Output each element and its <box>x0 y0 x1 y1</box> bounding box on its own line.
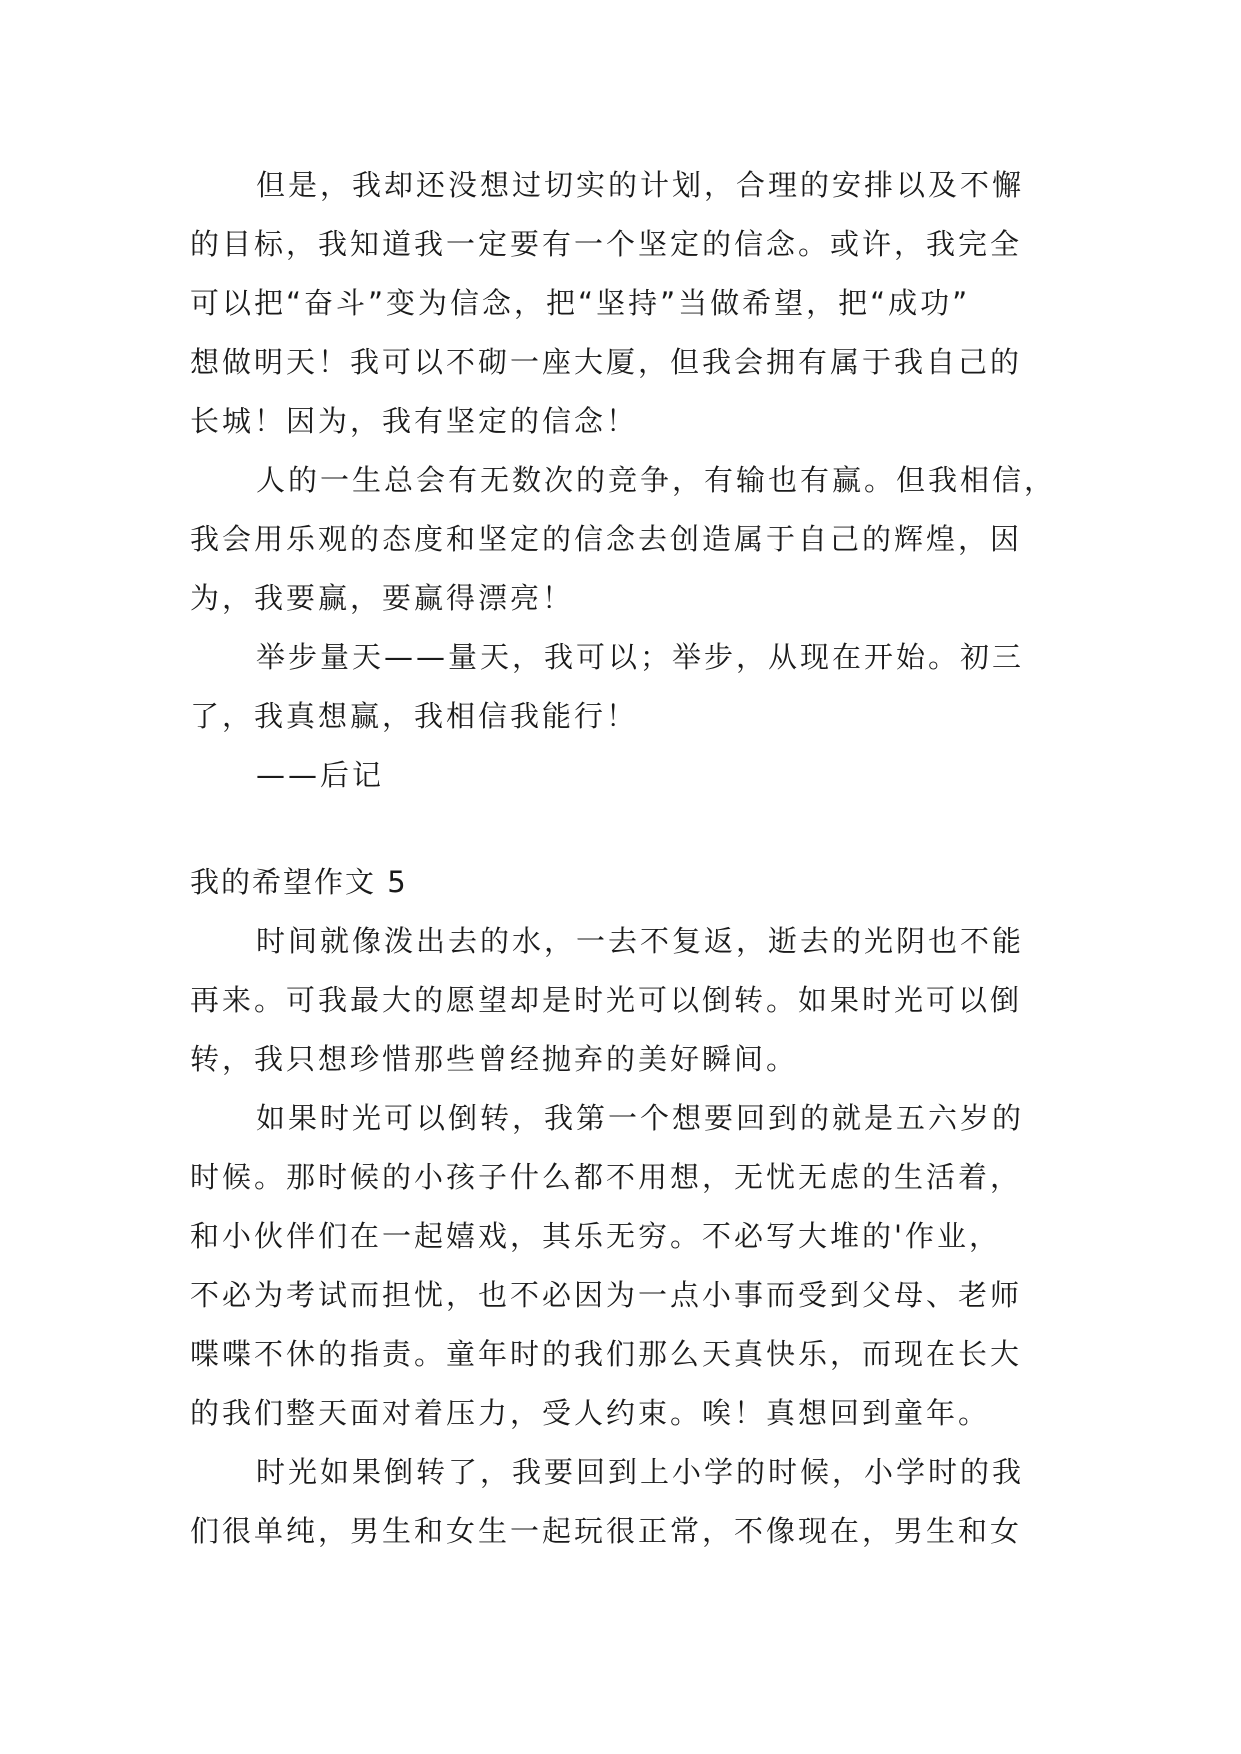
paragraph-line: 但是，我却还没想过切实的计划，合理的安排以及不懈 <box>256 168 1025 202</box>
paragraph-line: 时候。那时候的小孩子什么都不用想，无忧无虑的生活着， <box>190 1160 1023 1194</box>
paragraph-line: 想做明天！我可以不砌一座大厦，但我会拥有属于我自己的 <box>190 345 1023 379</box>
paragraph-line: 为，我要赢，要赢得漂亮！ <box>190 581 575 615</box>
paragraph-line: 时光如果倒转了，我要回到上小学的时候，小学时的我 <box>256 1455 1025 1489</box>
paragraph-line: 转，我只想珍惜那些曾经抛弃的美好瞬间。 <box>190 1042 799 1076</box>
paragraph-line: 和小伙伴们在一起嬉戏，其乐无穷。不必写大堆的'作业， <box>190 1219 1001 1253</box>
paragraph-line: 不必为考试而担忧，也不必因为一点小事而受到父母、老师 <box>190 1278 1023 1312</box>
paragraph-line: 们很单纯，男生和女生一起玩很正常，不像现在，男生和女 <box>190 1514 1023 1548</box>
paragraph-line: 的目标，我知道我一定要有一个坚定的信念。或许，我完全 <box>190 227 1023 261</box>
paragraph-line: 的我们整天面对着压力，受人约束。唉！真想回到童年。 <box>190 1396 991 1430</box>
paragraph-line: 如果时光可以倒转，我第一个想要回到的就是五六岁的 <box>256 1101 1025 1135</box>
paragraph-line: 长城！因为，我有坚定的信念！ <box>190 404 639 438</box>
paragraph-line: 喋喋不休的指责。童年时的我们那么天真快乐，而现在长大 <box>190 1337 1023 1371</box>
essay-title: 我的希望作文 5 <box>190 865 408 899</box>
paragraph-line: 我会用乐观的态度和坚定的信念去创造属于自己的辉煌，因 <box>190 522 1023 556</box>
paragraph-line: 举步量天——量天，我可以；举步，从现在开始。初三 <box>256 640 1025 674</box>
paragraph-line: 再来。可我最大的愿望却是时光可以倒转。如果时光可以倒 <box>190 983 1023 1017</box>
paragraph-line: 了，我真想赢，我相信我能行！ <box>190 699 639 733</box>
paragraph-line: 人的一生总会有无数次的竞争，有输也有赢。但我相信， <box>256 463 1057 497</box>
postscript: ——后记 <box>256 758 385 792</box>
paragraph-line: 可以把“奋斗”变为信念，把“坚持”当做希望，把“成功” <box>190 286 971 320</box>
paragraph-line: 时间就像泼出去的水，一去不复返，逝去的光阴也不能 <box>256 924 1025 958</box>
